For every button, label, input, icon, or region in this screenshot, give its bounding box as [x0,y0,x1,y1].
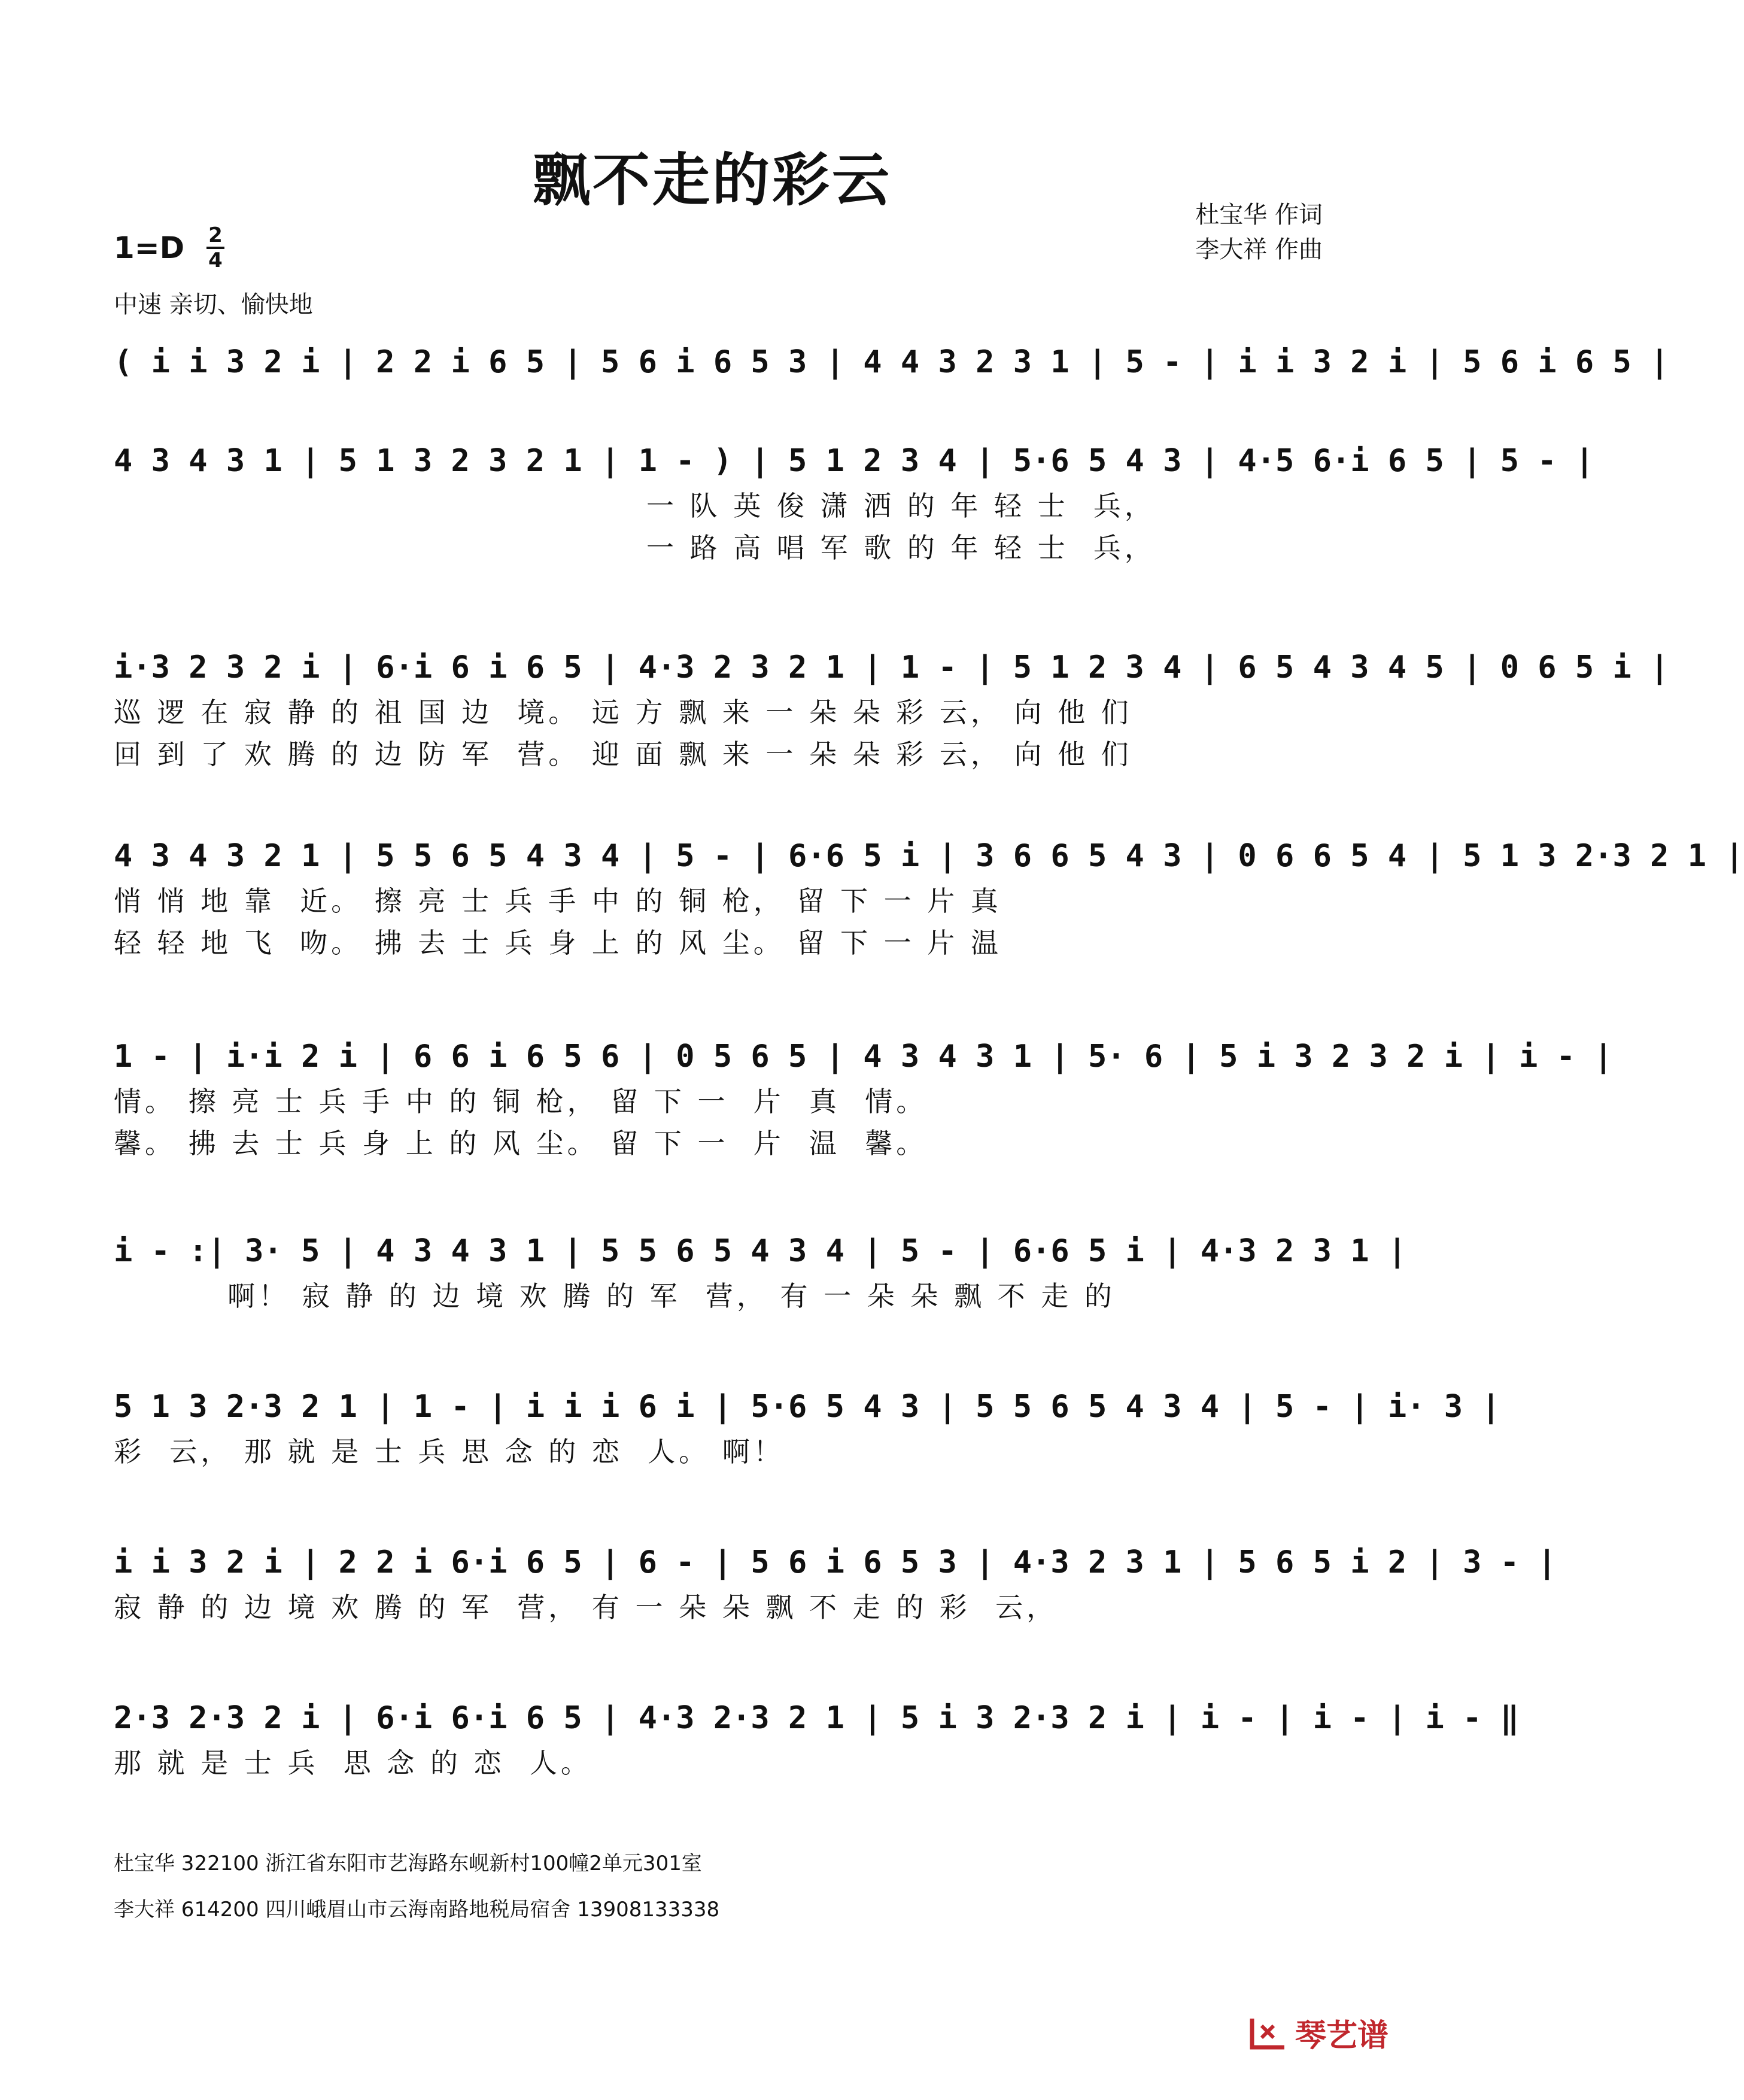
score-system-4 [114,832,1744,964]
score-system-5 [114,1033,1613,1164]
notation-line: ( i i 3 2 i | 2 2 i 6 5 | 5 6 i 6 5 3 | 4 4 3 2 3 1 | 5 - | i i 3 2 i | 5 6 i 6 5 | [114,344,1669,380]
lyric-verse-1: 悄 悄 地 靠 近。 擦 亮 士 兵 手 中 的 铜 枪， 留 下 一 片 真 [114,885,1002,917]
lyric-line: 寂 静 的 边 境 欢 腾 的 军 营， 有 一 朵 朵 飘 不 走 的 彩 云， [114,1591,1058,1623]
lyric-verse-2: 一 路 高 唱 军 歌 的 年 轻 士 兵， [646,532,1156,564]
site-logo [1247,2010,1388,2055]
piano-key-icon [1247,2015,1289,2051]
lyricist-credit: 杜宝华 作词 [1195,201,1323,229]
score-system-2 [114,437,1594,569]
tempo-marking: 中速 亲切、愉快地 [114,291,313,318]
score-system-7 [114,1383,1500,1473]
lyricist-address: 杜宝华 322100 浙江省东阳市艺海路东岘新村100幢2单元301室 [114,1852,702,1876]
lyric-verse-1: 巡 逻 在 寂 静 的 祖 国 边 境。 远 方 飘 来 一 朵 朵 彩 云， 向 他 们 [114,696,1132,729]
notation-line: i - :| 3· 5 | 4 3 4 3 1 | 5 5 6 5 4 3 4 | 5 - | 6·6 5 i | 4·3 2 3 1 | [114,1233,1407,1269]
lyric-verse-1: 一 队 英 俊 潇 洒 的 年 轻 士 兵， [646,490,1156,522]
notation-line: 1 - | i·i 2 i | 6 6 i 6 5 6 | 0 5 6 5 | 4 3 4 3 1 | 5· 6 | 5 i 3 2 3 2 i | i - | [114,1039,1613,1075]
lyric-verse-1: 情。 擦 亮 士 兵 手 中 的 铜 枪， 留 下 一 片 真 情。 [114,1085,928,1118]
score-system-6 [114,1227,1407,1317]
composer-credit: 李大祥 作曲 [1195,236,1323,263]
lyric-line: 彩 云， 那 就 是 士 兵 思 念 的 恋 人。 啊！ [114,1436,785,1468]
score-system-9 [114,1694,1519,1784]
score-system-8 [114,1538,1557,1628]
notation-line: 5 1 3 2·3 2 1 | 1 - | i i i 6 i | 5·6 5 4 3 | 5 5 6 5 4 3 4 | 5 - | i· 3 | [114,1389,1500,1425]
score-system-3 [114,644,1669,775]
key-signature: 1=D [114,230,185,265]
score-system-1 [114,338,1669,386]
notation-line: 2·3 2·3 2 i | 6·i 6·i 6 5 | 4·3 2·3 2 1 | 5 i 3 2·3 2 i | i - | i - | i - ‖ [114,1700,1519,1736]
time-signature-top: 2 [208,223,223,247]
notation-line: i i 3 2 i | 2 2 i 6·i 6 5 | 6 - | 5 6 i 6 5 3 | 4·3 2 3 1 | 5 6 5 i 2 | 3 - | [114,1544,1557,1580]
song-title: 飘不走的彩云 [533,146,892,214]
notation-line: 4 3 4 3 1 | 5 1 3 2 3 2 1 | 1 - ) | 5 1 2 3 4 | 5·6 5 4 3 | 4·5 6·i 6 5 | 5 - | [114,443,1594,479]
time-signature-bottom: 4 [208,248,223,272]
time-signature [206,225,224,271]
lyric-line: 那 就 是 士 兵 思 念 的 恋 人。 [114,1747,592,1779]
lyric-line: 啊！ 寂 静 的 边 境 欢 腾 的 军 营， 有 一 朵 朵 飘 不 走 的 [227,1280,1116,1312]
composer-address: 李大祥 614200 四川峨眉山市云海南路地税局宿舍 13908133338 [114,1898,720,1922]
credits [1195,198,1323,267]
notation-line: i·3 2 3 2 i | 6·i 6 i 6 5 | 4·3 2 3 2 1 | 1 - | 5 1 2 3 4 | 6 5 4 3 4 5 | 0 6 5 i | [114,650,1669,685]
lyric-verse-2: 轻 轻 地 飞 吻。 拂 去 士 兵 身 上 的 风 尘。 留 下 一 片 温 [114,927,1002,959]
lyric-verse-2: 回 到 了 欢 腾 的 边 防 军 营。 迎 面 飘 来 一 朵 朵 彩 云， 向 他 们 [114,738,1132,770]
logo-text: 琴艺谱 [1295,2018,1388,2054]
notation-line: 4 3 4 3 2 1 | 5 5 6 5 4 3 4 | 5 - | 6·6 5 i | 3 6 6 5 4 3 | 0 6 6 5 4 | 5 1 3 2·3 2 1 | [114,838,1744,874]
lyric-verse-2: 馨。 拂 去 士 兵 身 上 的 风 尘。 留 下 一 片 温 馨。 [114,1127,928,1160]
